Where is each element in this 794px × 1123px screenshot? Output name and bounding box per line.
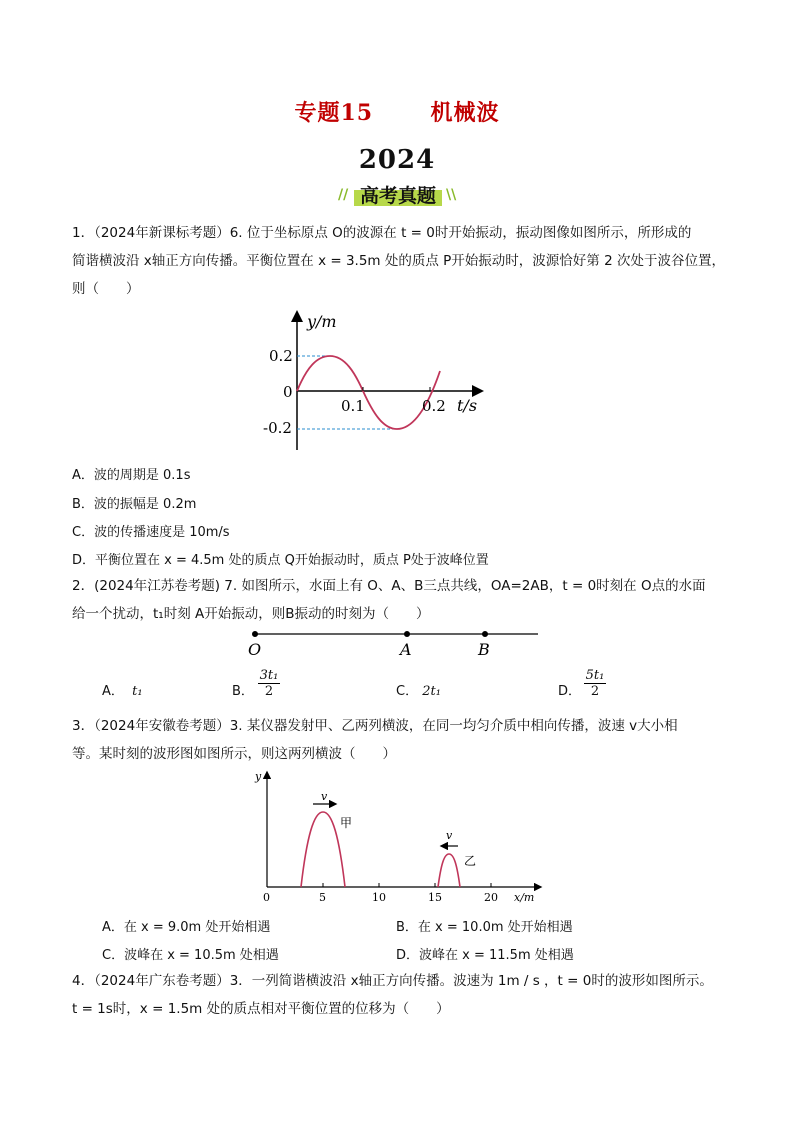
- year-heading: 2024: [358, 145, 436, 175]
- t-tick-2: 0.2: [422, 397, 446, 415]
- q4-line2: t = 1s时，x = 1.5m 处的质点相对平衡位置的位移为（ ）: [72, 1001, 450, 1017]
- t-axis-label: t/s: [457, 396, 478, 415]
- origin-label: 0: [283, 383, 293, 401]
- wave-yi: [438, 854, 460, 887]
- q3-tick-0: 0: [263, 891, 270, 904]
- y-tick-pos: 0.2: [269, 347, 293, 365]
- q2-line2: 给一个扰动，t₁时刻 A开始振动，则B振动的时刻为（ ）: [72, 606, 430, 622]
- slash-decor-right: \\: [446, 187, 457, 203]
- q3-line2: 等。某时刻的波形图如图所示，则这两列横波（ ）: [72, 746, 396, 762]
- title-subject: 机械波: [430, 100, 500, 126]
- slash-decor-left: //: [338, 187, 349, 203]
- q3-y-label: y: [255, 770, 262, 783]
- label-jia: 甲: [340, 816, 353, 830]
- q1-line1: 1．（2024年新课标考题）6. 位于坐标原点 O的波源在 t = 0时开始振动，振动图像如图所示，所形成的: [72, 225, 692, 241]
- q1-option-c: C．波的传播速度是 10m/s: [72, 525, 230, 540]
- point-o: [252, 631, 258, 637]
- section-banner: [338, 181, 457, 209]
- q3-tick-20: 20: [484, 891, 498, 904]
- point-a: [404, 631, 410, 637]
- q3-tick-5: 5: [319, 891, 326, 904]
- v-label-2: v: [446, 829, 453, 842]
- q3-option-d: D．波峰在 x = 11.5m 处相遇: [396, 948, 574, 963]
- q2-option-c: C． 2t₁: [396, 684, 441, 699]
- q1-option-d: D．平衡位置在 x = 4.5m 处的质点 Q开始振动时，质点 P处于波峰位置: [72, 553, 489, 568]
- q3-tick-15: 15: [428, 891, 442, 904]
- q2-line1: 2．(2024年江苏卷考题) 7. 如图所示，水面上有 O、A、B三点共线，OA=2AB，t = 0时刻在 O点的水面: [72, 578, 706, 594]
- banner-label: 高考真题: [359, 185, 436, 207]
- q1-line3: 则（ ）: [72, 281, 140, 297]
- y-tick-neg: -0.2: [263, 419, 292, 437]
- q3-option-a: A．在 x = 9.0m 处开始相遇: [102, 920, 271, 935]
- q3-x-label: x/m: [514, 891, 535, 904]
- q1-vibration-graph: [255, 305, 495, 455]
- q1-line2: 简谐横波沿 x轴正方向传播。平衡位置在 x = 3.5m 处的质点 P开始振动时，波源恰好第 2 次处于波谷位置，: [72, 253, 725, 269]
- q3-option-c: C．波峰在 x = 10.5m 处相遇: [102, 948, 279, 963]
- q2-option-a: A． t₁: [102, 684, 143, 699]
- q3-tick-10: 10: [372, 891, 386, 904]
- label-yi: 乙: [464, 854, 477, 868]
- label-b: B: [478, 640, 490, 659]
- y-axis-label: y/m: [307, 312, 337, 331]
- q2-line-diagram: [240, 622, 550, 662]
- sine-curve: [297, 356, 440, 429]
- t-tick-1: 0.1: [341, 397, 365, 415]
- label-o: O: [248, 640, 262, 659]
- q3-wave-graph: [250, 765, 550, 905]
- q3-line1: 3．（2024年安徽卷考题）3. 某仪器发射甲、乙两列横波，在同一均匀介质中相向传播，波速 v大小相: [72, 718, 678, 734]
- q3-option-b: B．在 x = 10.0m 处开始相遇: [396, 920, 573, 935]
- q4-line1: 4．（2024年广东卷考题）3．一列简谐横波沿 x轴正方向传播。波速为 1m / s ，t = 0时的波形如图所示。: [72, 973, 713, 989]
- q1-option-a: A．波的周期是 0.1s: [72, 468, 191, 483]
- wave-jia: [301, 812, 345, 887]
- title-topic: 专题15: [294, 100, 374, 126]
- point-b: [482, 631, 488, 637]
- page-title: [0, 96, 794, 127]
- v-label-1: v: [321, 790, 328, 803]
- label-a: A: [400, 640, 412, 659]
- q1-option-b: B．波的振幅是 0.2m: [72, 497, 197, 512]
